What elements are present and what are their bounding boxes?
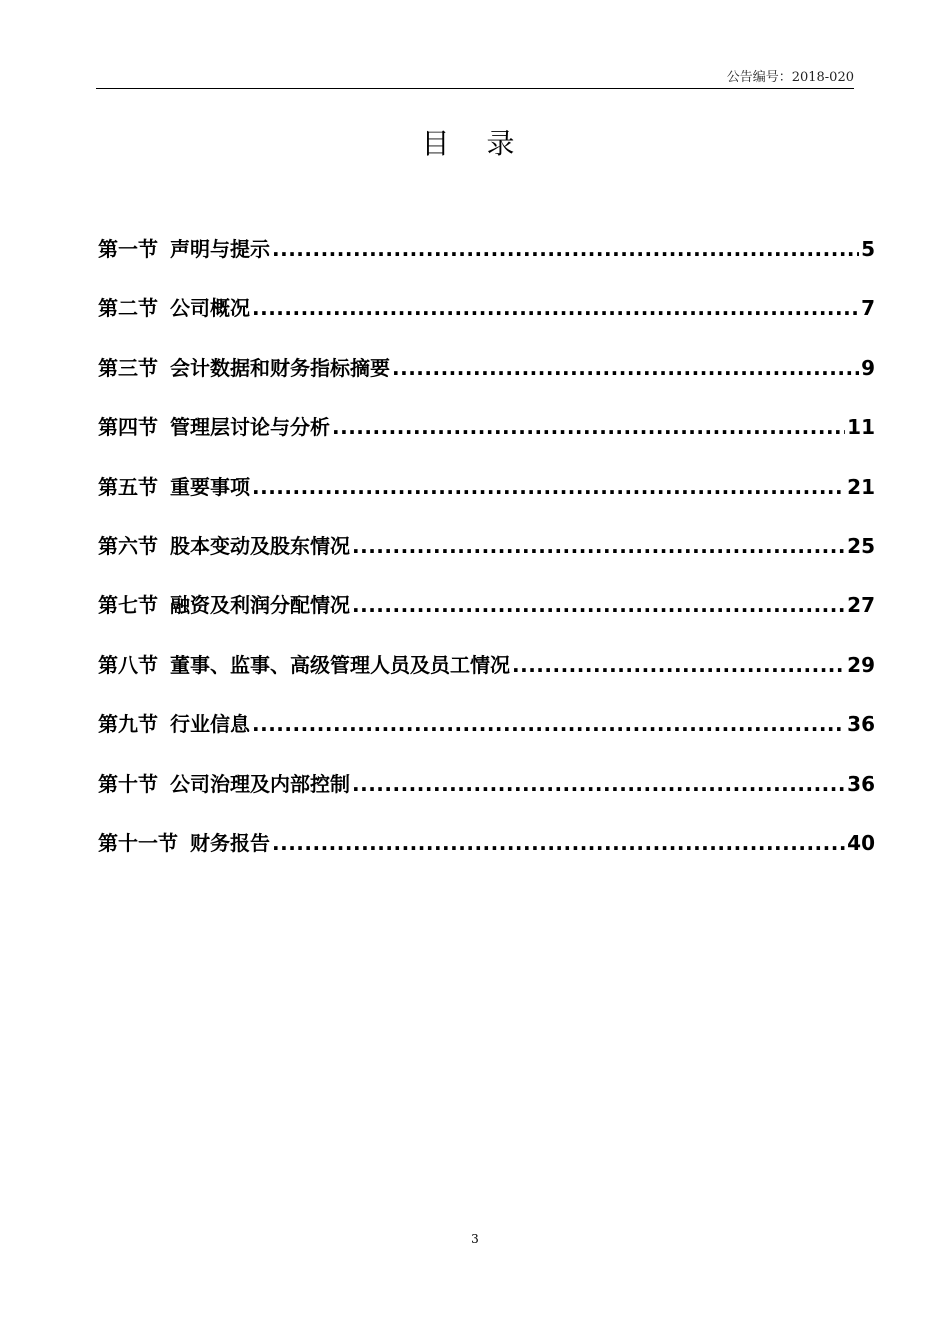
- toc-entry[interactable]: [98, 649, 875, 708]
- toc-entry[interactable]: [98, 292, 875, 351]
- toc-section-number: 第四节: [98, 415, 158, 440]
- toc-section-number: 第一节: [98, 237, 158, 261]
- toc-leader-dots: [252, 475, 845, 499]
- announcement-number: 公告编号：2018-020: [726, 70, 854, 85]
- toc-page-number: 25: [847, 533, 875, 558]
- toc-leader-dots: [272, 831, 845, 855]
- toc-section-title: 董事、监事、高级管理人员及员工情况: [170, 652, 510, 677]
- toc-section-number: 第三节: [98, 355, 158, 380]
- toc-section-title: 管理层讨论与分析: [170, 415, 330, 440]
- toc-page-number: 29: [847, 652, 875, 677]
- toc-page-number: 11: [847, 415, 875, 440]
- toc-page-number: 7: [861, 296, 875, 321]
- toc-section-number: 第十节: [98, 771, 158, 796]
- toc-section-number: 第六节: [98, 533, 158, 558]
- toc-page-number: 40: [847, 830, 875, 855]
- toc-section-title: 股本变动及股东情况: [170, 533, 350, 558]
- toc-leader-dots: [392, 356, 859, 380]
- toc-entry[interactable]: [98, 411, 875, 470]
- toc-section-number: 第七节: [98, 593, 158, 618]
- toc-section-title: 会计数据和财务指标摘要: [170, 355, 390, 380]
- toc-section-number: 第五节: [98, 474, 158, 499]
- toc-leader-dots: [272, 237, 859, 261]
- toc-section-title: 财务报告: [190, 830, 270, 855]
- header-divider: [96, 88, 854, 89]
- toc-entry[interactable]: [98, 708, 875, 767]
- toc-page-number: 5: [861, 237, 875, 261]
- toc-section-number: 第八节: [98, 652, 158, 677]
- toc-leader-dots: [512, 653, 845, 677]
- toc-section-title: 融资及利润分配情况: [170, 593, 350, 618]
- toc-entry[interactable]: [98, 233, 875, 292]
- page-title: 目 录: [421, 127, 529, 160]
- toc-section-number: 第十一节: [98, 830, 178, 855]
- toc-section-number: 第九节: [98, 712, 158, 737]
- toc-section-title: 行业信息: [170, 712, 250, 737]
- table-of-contents: [98, 233, 875, 886]
- toc-leader-dots: [352, 593, 845, 617]
- toc-section-title: 重要事项: [170, 474, 250, 499]
- toc-leader-dots: [352, 534, 845, 558]
- toc-entry[interactable]: [98, 471, 875, 530]
- toc-entry[interactable]: [98, 352, 875, 411]
- toc-section-title: 公司治理及内部控制: [170, 771, 350, 796]
- toc-section-title: 声明与提示: [170, 237, 270, 261]
- toc-leader-dots: [252, 296, 859, 320]
- toc-page-number: 9: [861, 355, 875, 380]
- toc-leader-dots: [352, 772, 845, 796]
- toc-page-number: 21: [847, 474, 875, 499]
- toc-entry[interactable]: [98, 530, 875, 589]
- toc-leader-dots: [252, 712, 845, 736]
- toc-page-number: 27: [847, 593, 875, 618]
- toc-page-number: 36: [847, 712, 875, 737]
- toc-entry[interactable]: [98, 768, 875, 827]
- toc-section-title: 公司概况: [170, 296, 250, 321]
- toc-leader-dots: [332, 415, 845, 439]
- toc-page-number: 36: [847, 771, 875, 796]
- toc-section-number: 第二节: [98, 296, 158, 321]
- toc-entry[interactable]: [98, 589, 875, 648]
- footer-page-number: 3: [471, 1232, 479, 1246]
- toc-entry[interactable]: [98, 827, 875, 886]
